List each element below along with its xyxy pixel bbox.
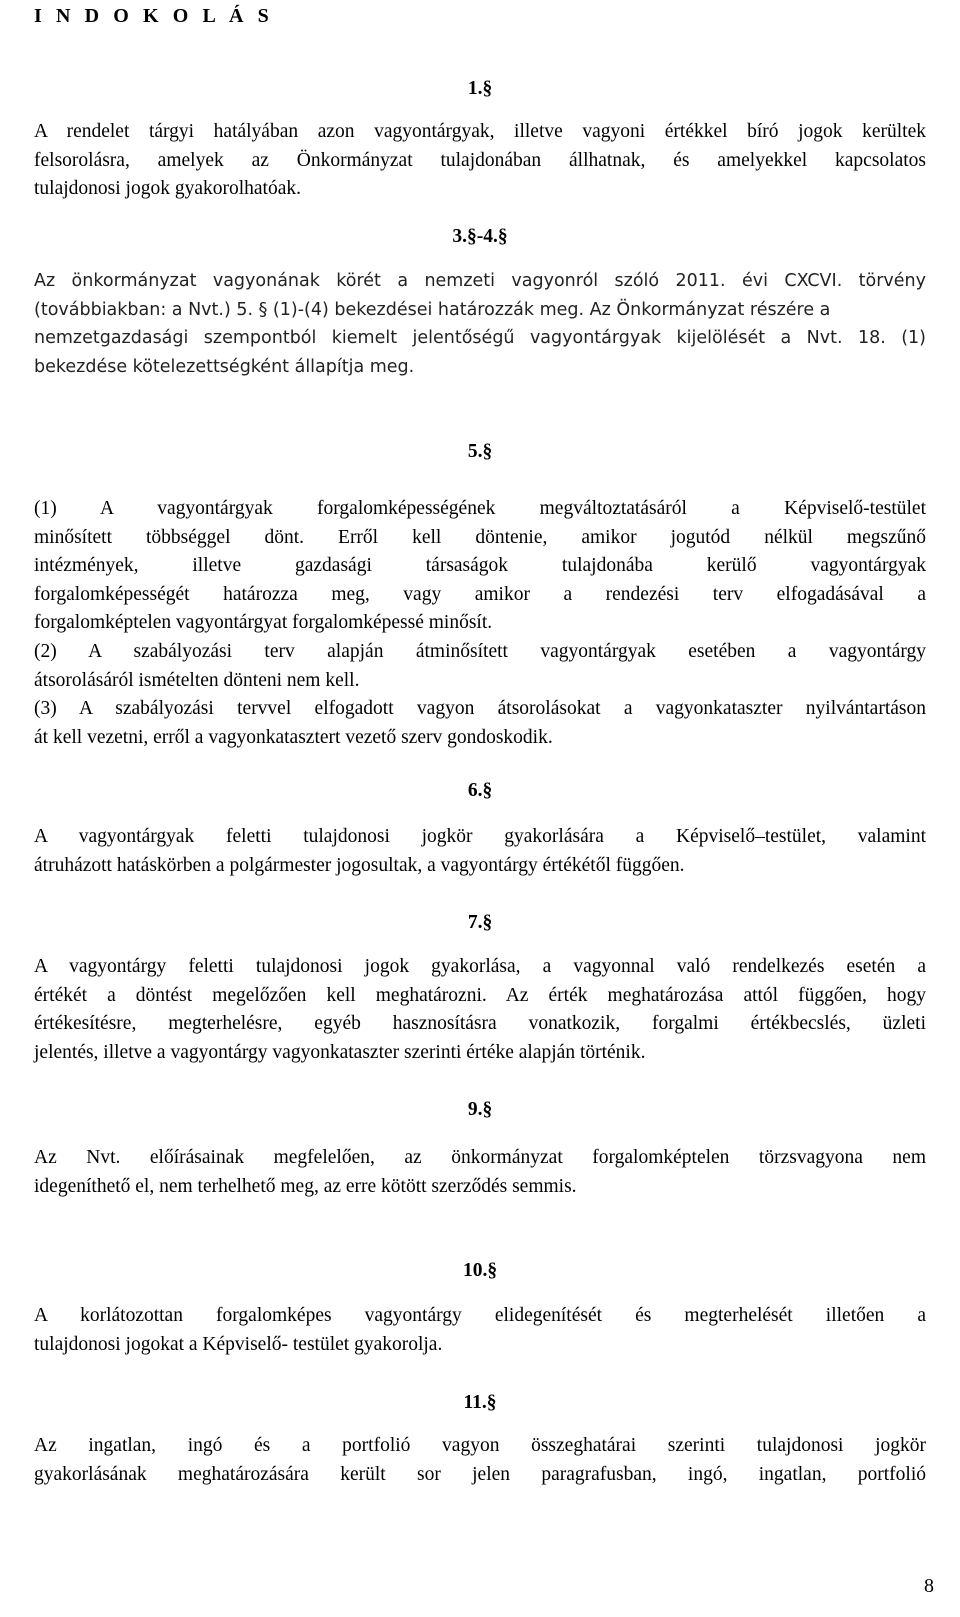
document-title: I N D O K O L Á S	[34, 5, 274, 27]
text-line: Az ingatlan, ingó és a portfolió vagyon összeghatárai szerinti tulajdonosi jogkör	[34, 1435, 926, 1456]
section-paragraph-5	[34, 495, 926, 752]
text-line: felsorolásra, amelyek az Önkormányzat tulajdonában állhatnak, és amelyekkel kapcsolatos	[34, 149, 926, 171]
text-line: átsorolásáról ismételten dönteni nem kell.	[34, 669, 360, 691]
section-paragraph-3-4	[34, 267, 926, 381]
section-heading-6: 6.§	[467, 780, 493, 801]
text-line: forgalomképtelen vagyontárgyat forgalomképessé minősít.	[34, 612, 493, 634]
text-line: Az önkormányzat vagyonának körét a nemzeti vagyonról szóló 2011. évi CXCVI. törvény	[34, 271, 926, 291]
section-heading-9: 9.§	[467, 1099, 493, 1120]
text-line: gyakorlásának meghatározására került sor jelen paragrafusban, ingó, ingatlan, portfolió	[34, 1463, 926, 1485]
section-heading-5: 5.§	[467, 441, 493, 462]
text-line: nemzetgazdasági szempontból kiemelt jelentőségű vagyontárgyak kijelölését a Nvt. 18. (1)	[34, 328, 926, 349]
text-line: (1) A vagyontárgyak forgalomképességének megváltoztatásáról a Képviselő-testület	[34, 498, 926, 519]
text-line: értékét a döntést megelőzően kell meghatározni. Az érték meghatározása attól függően, hogy	[34, 984, 926, 1006]
section-heading-1: 1.§	[467, 78, 493, 99]
text-line: forgalomképességét határozza meg, vagy amikor a rendezési terv elfogadásával a	[34, 583, 926, 605]
text-line: Az Nvt. előírásainak megfelelően, az önkormányzat forgalomképtelen törzsvagyona nem	[34, 1147, 926, 1168]
text-line: értékesítésre, megterhelésre, egyéb hasznosításra vonatkozik, forgalmi értékbecslés, üzleti	[34, 1013, 926, 1035]
section-paragraph-9	[34, 1144, 926, 1201]
text-line: A korlátozottan forgalomképes vagyontárgy elidegenítését és megterhelését illetően a	[34, 1305, 926, 1326]
text-line: A vagyontárgyak feletti tulajdonosi jogkör gyakorlására a Képviselő–testület, valamint	[34, 826, 926, 847]
text-line: jelentés, illetve a vagyontárgy vagyonkataszter szerinti értéke alapján történik.	[34, 1041, 646, 1063]
text-line: (továbbiakban: a Nvt.) 5. § (1)-(4) bekezdései határozzák meg. Az Önkormányzat részére a	[34, 299, 831, 320]
text-line: intézmények, illetve gazdasági társaságok tulajdonába kerülő vagyontárgyak	[34, 555, 926, 577]
text-line: idegeníthető el, nem terhelhető meg, az erre kötött szerződés semmis.	[34, 1175, 577, 1197]
text-line: minősített többséggel dönt. Erről kell döntenie, amikor jogutód nélkül megszűnő	[34, 526, 926, 548]
section-heading-10: 10.§	[462, 1260, 498, 1281]
section-paragraph-11	[34, 1432, 926, 1489]
text-line: (3) A szabályozási tervvel elfogadott vagyon átsorolásokat a vagyonkataszter nyilvántartáson	[34, 698, 926, 720]
text-line: át kell vezetni, erről a vagyonkatasztert vezető szerv gondoskodik.	[34, 726, 553, 748]
text-line: tulajdonosi jogokat a Képviselő- testület gyakorolja.	[34, 1333, 443, 1355]
text-line: A rendelet tárgyi hatályában azon vagyontárgyak, illetve vagyoni értékkel bíró jogok kerültek	[34, 121, 926, 142]
text-line: bekezdése kötelezettségként állapítja meg.	[34, 356, 415, 377]
text-line: tulajdonosi jogok gyakorolhatóak.	[34, 178, 302, 200]
section-paragraph-1	[34, 118, 926, 204]
section-heading-7: 7.§	[467, 912, 493, 933]
section-paragraph-7	[34, 953, 926, 1067]
section-heading-3-4: 3.§-4.§	[452, 226, 508, 247]
text-line: (2) A szabályozási terv alapján átminősített vagyontárgyak esetében a vagyontárgy	[34, 640, 926, 662]
text-line: átruházott hatáskörben a polgármester jogosultak, a vagyontárgy értékétől függően.	[34, 854, 685, 876]
section-paragraph-6	[34, 823, 926, 880]
section-heading-11: 11.§	[463, 1392, 497, 1413]
section-paragraph-10	[34, 1302, 926, 1359]
text-line: A vagyontárgy feletti tulajdonosi jogok gyakorlása, a vagyonnal való rendelkezés esetén a	[34, 956, 926, 977]
page-number: 8	[924, 1575, 934, 1597]
